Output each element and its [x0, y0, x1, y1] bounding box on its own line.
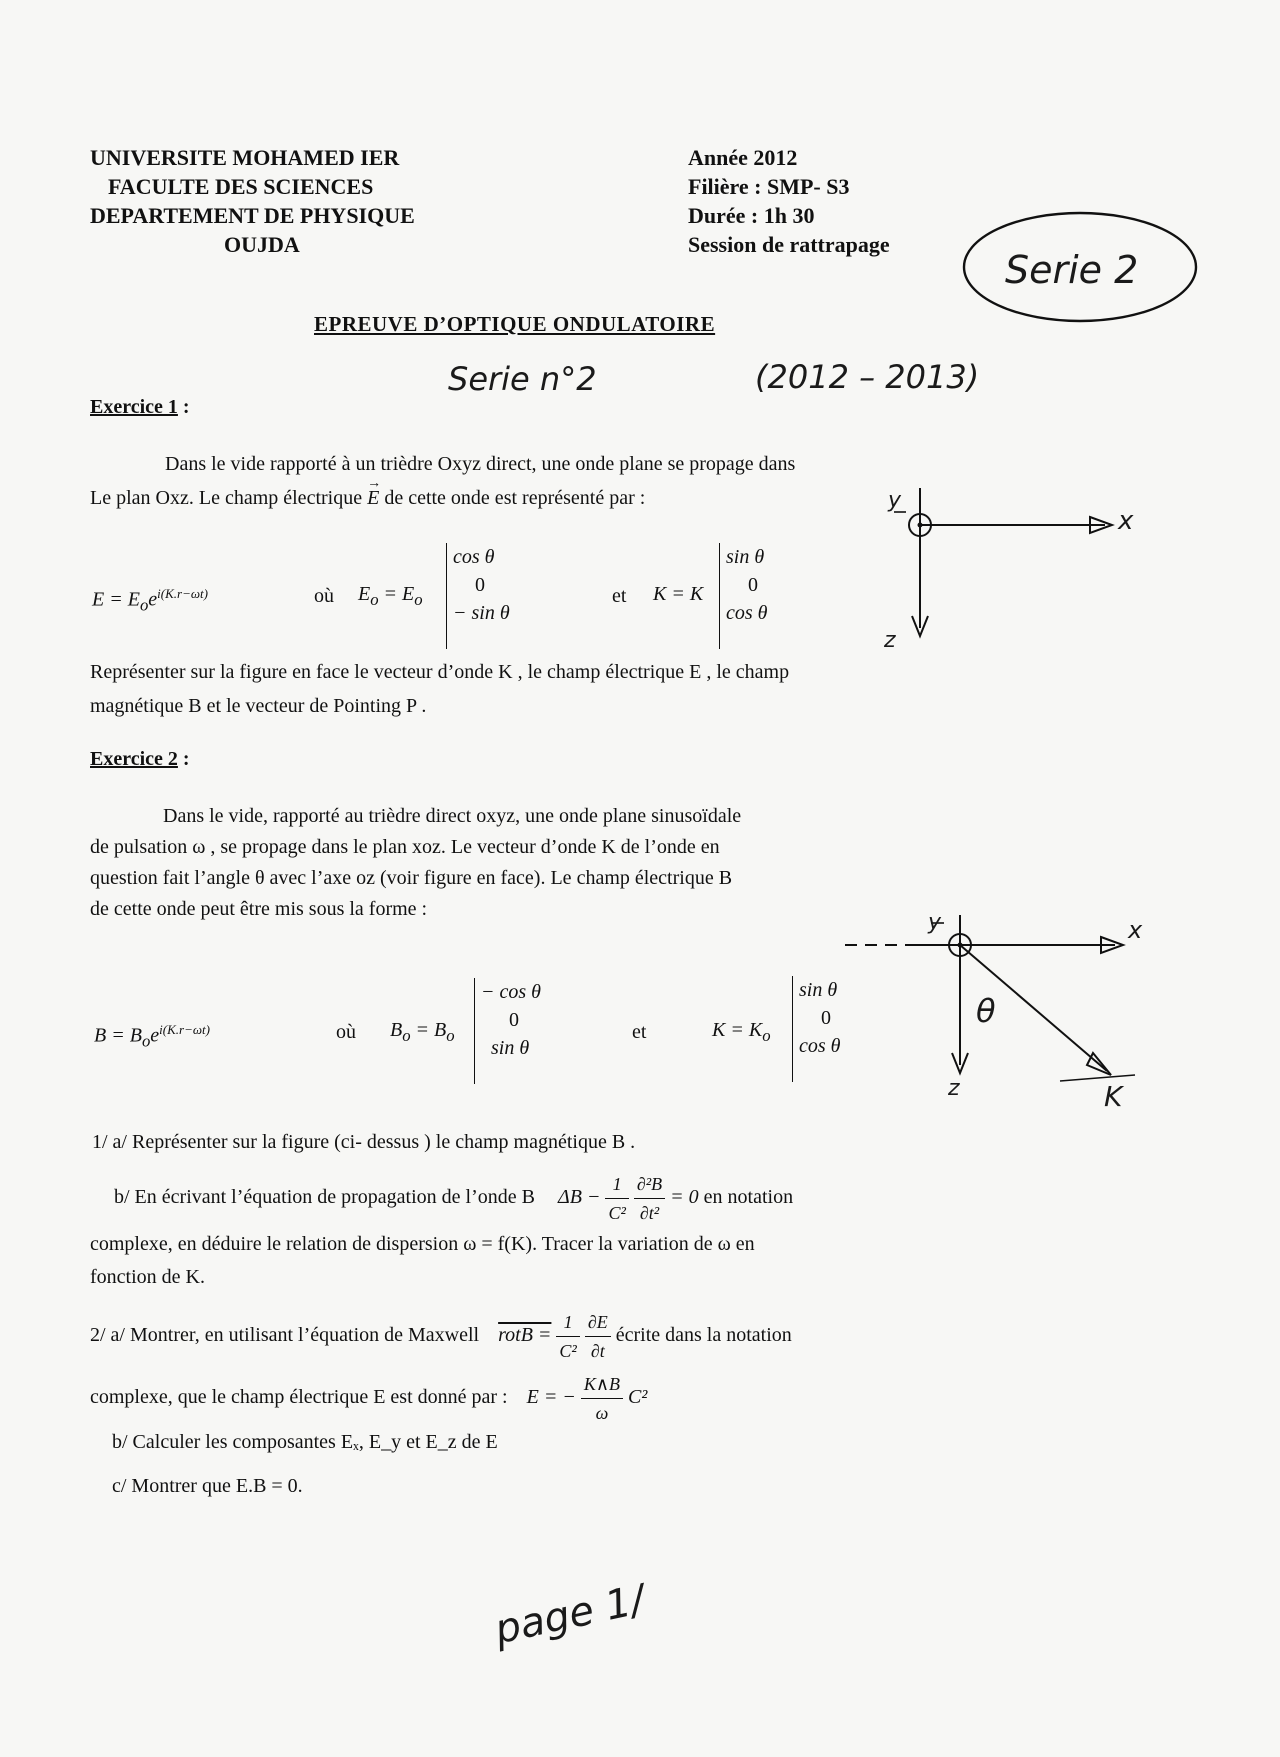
exercise1-fig-y: y	[888, 488, 902, 513]
exercise1-fig-z: z	[884, 628, 896, 653]
exam-duration: Durée : 1h 30	[688, 203, 815, 228]
exercise1-e0-vector: cos θ 0 − sin θ	[446, 543, 510, 649]
university-name: UNIVERSITE MOHAMED IER	[90, 145, 400, 170]
exercise2-fig-k: K	[1104, 1080, 1123, 1113]
circled-note: Serie 2	[1005, 248, 1139, 292]
exercise2-fig-x: x	[1128, 916, 1143, 944]
exercise1-k-vector: sin θ 0 cos θ	[719, 543, 767, 649]
exercise2-fig-y: y	[928, 910, 942, 935]
exercise2-line3: question fait l’angle θ avec l’axe oz (voir figure en face). Le champ électrique B	[90, 867, 733, 889]
exercise2-line1: Dans le vide, rapporté au trièdre direct oxyz, une onde plane sinusoïdale	[163, 805, 742, 827]
faculty-name: FACULTE DES SCIENCES	[108, 174, 374, 199]
exercise2-b0: $B_o = B_o$	[390, 1019, 455, 1045]
exercise1-et: et	[612, 585, 627, 607]
exercise2-k-vector: sin θ 0 cos θ	[792, 976, 840, 1082]
exam-title: EPREUVE D’OPTIQUE ONDULATOIRE	[314, 312, 716, 336]
question-1b: b/ En écrivant l’équation de propagation de l’onde B ΔB − $\frac{1}{\text{C²}}$ $\frac{\text{∂²B}}{\text{∂t²}}$ = 0 en notation	[114, 1170, 793, 1227]
exercise1-question-line1: Représenter sur la figure en face le vecteur d’onde K , le champ électrique E , le champ	[90, 661, 790, 683]
exercise1-question-line2: magnétique B et le vecteur de Pointing P .	[90, 695, 427, 717]
exercise2-b0-vector: − cos θ 0 sin θ	[474, 978, 541, 1084]
exercise2-k: $K = K_o$	[712, 1019, 771, 1045]
exercise2-heading: Exercice 2 :	[90, 748, 190, 770]
exercise1-intro-line2: Le plan Oxz. Le champ électrique → E de cette onde est représenté par :	[90, 484, 645, 512]
exercise1-intro-line1: Dans le vide rapporté à un trièdre Oxyz direct, une onde plane se propage dans	[165, 453, 796, 475]
exercise1-fig-x: x	[1118, 506, 1134, 536]
question-2b: b/ Calculer les composantes Eₓ, E_y et E_z de E	[112, 1431, 498, 1453]
exam-session: Session de rattrapage	[688, 232, 890, 257]
question-1a: 1/ a/ Représenter sur la figure (ci- dessus ) le champ magnétique B .	[92, 1131, 636, 1153]
exercise2-line2: de pulsation ω , se propage dans le plan xoz. Le vecteur d’onde K de l’onde en	[90, 836, 720, 858]
exercise1-ou: où	[314, 585, 334, 607]
exercise2-et: et	[632, 1021, 647, 1043]
city-name: OUJDA	[224, 232, 300, 257]
vector-e: → E	[367, 484, 379, 512]
question-2c: c/ Montrer que E.B = 0.	[112, 1475, 303, 1497]
exercise1-e0: $E_o = E_o$	[358, 583, 423, 609]
handwritten-page-number: page 1/	[490, 1576, 649, 1654]
exam-filiere: Filière : SMP- S3	[688, 174, 850, 199]
exercise1-k: K = K	[653, 583, 704, 605]
exam-year: Année 2012	[688, 145, 798, 170]
question-1b-line3: fonction de K.	[90, 1266, 205, 1288]
department-name: DEPARTEMENT DE PHYSIQUE	[90, 203, 415, 228]
exercise1-heading: Exercice 1 :	[90, 396, 190, 418]
exercise2-ou: où	[336, 1021, 356, 1043]
exercise2-line4: de cette onde peut être mis sous la forme :	[90, 898, 428, 920]
question-2a: 2/ a/ Montrer, en utilisant l’équation de Maxwell rotB = $\frac{1}{\text{C²}}$ $\frac{\partial E}{\partial t}$ écrite dans la notation	[90, 1308, 792, 1365]
question-1b-line2: complexe, en déduire le relation de dispersion ω = f(K). Tracer la variation de ω en	[90, 1233, 755, 1255]
exercise2-eq-b: $B = B_oe^{i(K.r-\omega t)}$	[94, 1022, 210, 1051]
exercise1-axes-figure	[880, 488, 1150, 658]
exercise2-fig-theta: θ	[976, 992, 996, 1030]
exercise1-eq-e: $E = E_oe^{i(K.r-\omega t)}$	[92, 586, 208, 615]
exercise2-fig-z: z	[948, 1076, 960, 1101]
question-2a-line2: complexe, que le champ électrique E est donné par : E = − $\frac{K\wedge B}{\omega}$ C²	[90, 1370, 647, 1427]
handwritten-series: Serie n°2	[448, 360, 597, 398]
handwritten-years: (2012 – 2013)	[755, 358, 980, 396]
